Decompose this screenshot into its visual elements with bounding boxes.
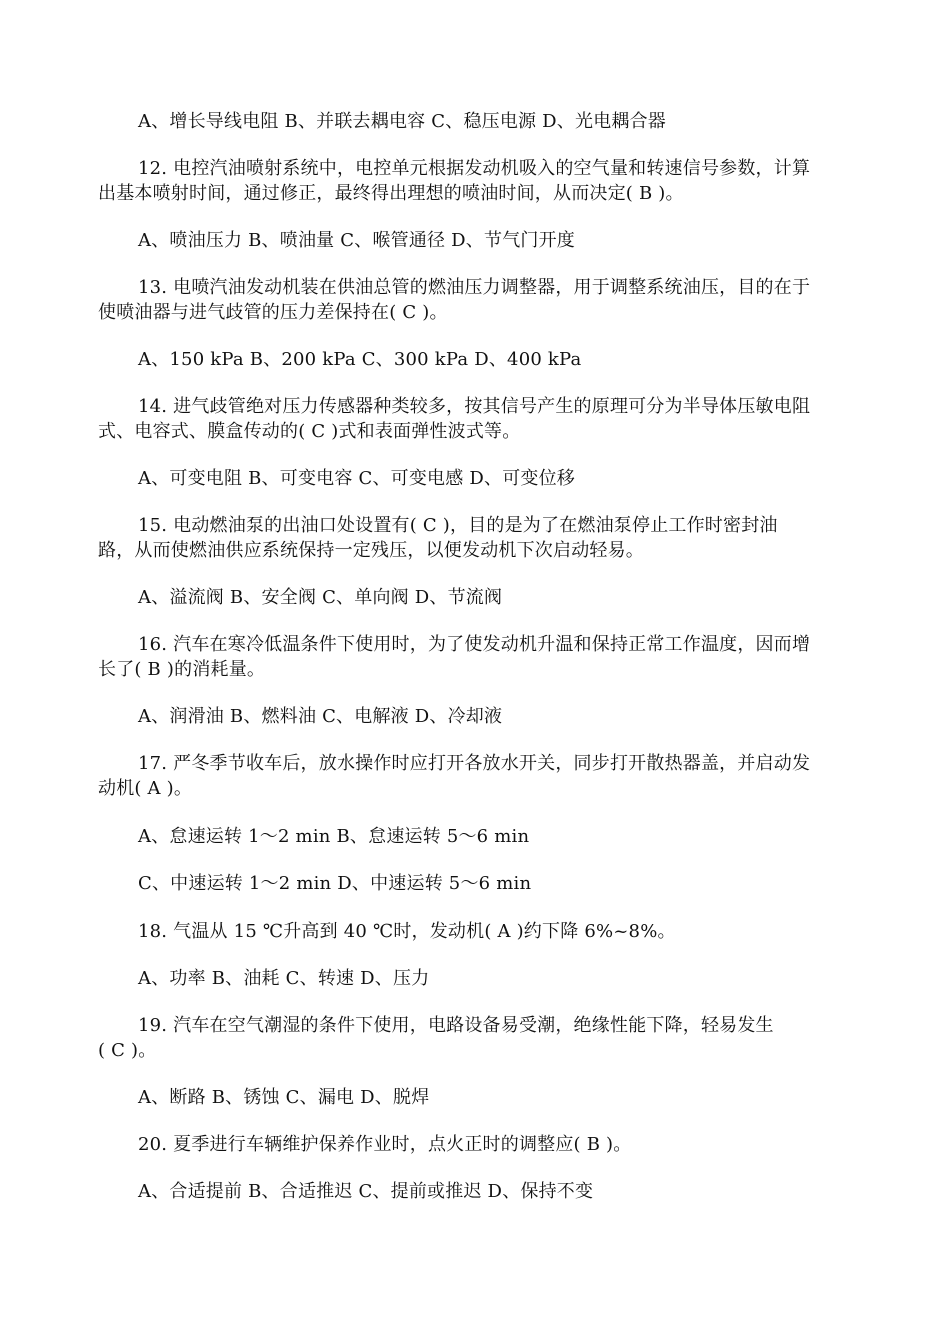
q17-options-row2: C、中速运转 1～2 min D、中速运转 5～6 min (138, 873, 532, 894)
q17-stem-line1: 17. 严冬季节收车后，放水操作时应打开各放水开关，同步打开散热器盖，并启动发 (138, 753, 811, 774)
q14-options: A、可变电阻 B、可变电容 C、可变电感 D、可变位移 (138, 468, 575, 489)
q14-stem-line1: 14. 进气歧管绝对压力传感器种类较多，按其信号产生的原理可分为半导体压敏电阻 (138, 396, 811, 417)
q15-stem-line1: 15. 电动燃油泵的出油口处设置有( C )，目的是为了在燃油泵停止工作时密封油 (138, 515, 778, 536)
q16-stem-line2: 长了( B )的消耗量。 (98, 659, 266, 680)
q12-stem-line1: 12. 电控汽油喷射系统中，电控单元根据发动机吸入的空气量和转速信号参数，计算 (138, 158, 811, 179)
q17-stem-line2: 动机( A )。 (98, 778, 193, 799)
q12-stem-line2: 出基本喷射时间，通过修正，最终得出理想的喷油时间，从而决定( B )。 (98, 183, 684, 204)
q19-stem-line2: ( C )。 (98, 1040, 157, 1061)
q12-options: A、喷油压力 B、喷油量 C、喉管通径 D、节气门开度 (138, 230, 575, 251)
q19-stem-line1: 19. 汽车在空气潮湿的条件下使用，电路设备易受潮，绝缘性能下降，轻易发生 (138, 1015, 774, 1036)
q13-stem-line2: 使喷油器与进气歧管的压力差保持在( C )。 (98, 302, 448, 323)
q20-stem: 20. 夏季进行车辆维护保养作业时，点火正时的调整应( B )。 (138, 1134, 632, 1155)
q20-options: A、合适提前 B、合适推迟 C、提前或推迟 D、保持不变 (138, 1181, 594, 1202)
q19-options: A、断路 B、锈蚀 C、漏电 D、脱焊 (138, 1087, 430, 1108)
q14-stem-line2: 式、电容式、膜盒传动的( C )式和表面弹性波式等。 (98, 421, 521, 442)
q13-options: A、150 kPa B、200 kPa C、300 kPa D、400 kPa (138, 349, 582, 370)
q13-stem-line1: 13. 电喷汽油发动机装在供油总管的燃油压力调整器，用于调整系统油压，目的在于 (138, 277, 811, 298)
q11-options: A、增长导线电阻 B、并联去耦电容 C、稳压电源 D、光电耦合器 (138, 111, 666, 132)
q18-options: A、功率 B、油耗 C、转速 D、压力 (138, 968, 430, 989)
q15-options: A、溢流阀 B、安全阀 C、单向阀 D、节流阀 (138, 587, 503, 608)
q18-stem: 18. 气温从 15 ℃升高到 40 ℃时，发动机( A )约下降 6%~8%。 (138, 921, 676, 942)
q16-options: A、润滑油 B、燃料油 C、电解液 D、冷却液 (138, 706, 503, 727)
q17-options-row1: A、怠速运转 1～2 min B、怠速运转 5～6 min (138, 826, 530, 847)
q15-stem-line2: 路，从而使燃油供应系统保持一定残压，以便发动机下次启动轻易。 (98, 540, 644, 561)
q16-stem-line1: 16. 汽车在寒冷低温条件下使用时，为了使发动机升温和保持正常工作温度，因而增 (138, 634, 811, 655)
